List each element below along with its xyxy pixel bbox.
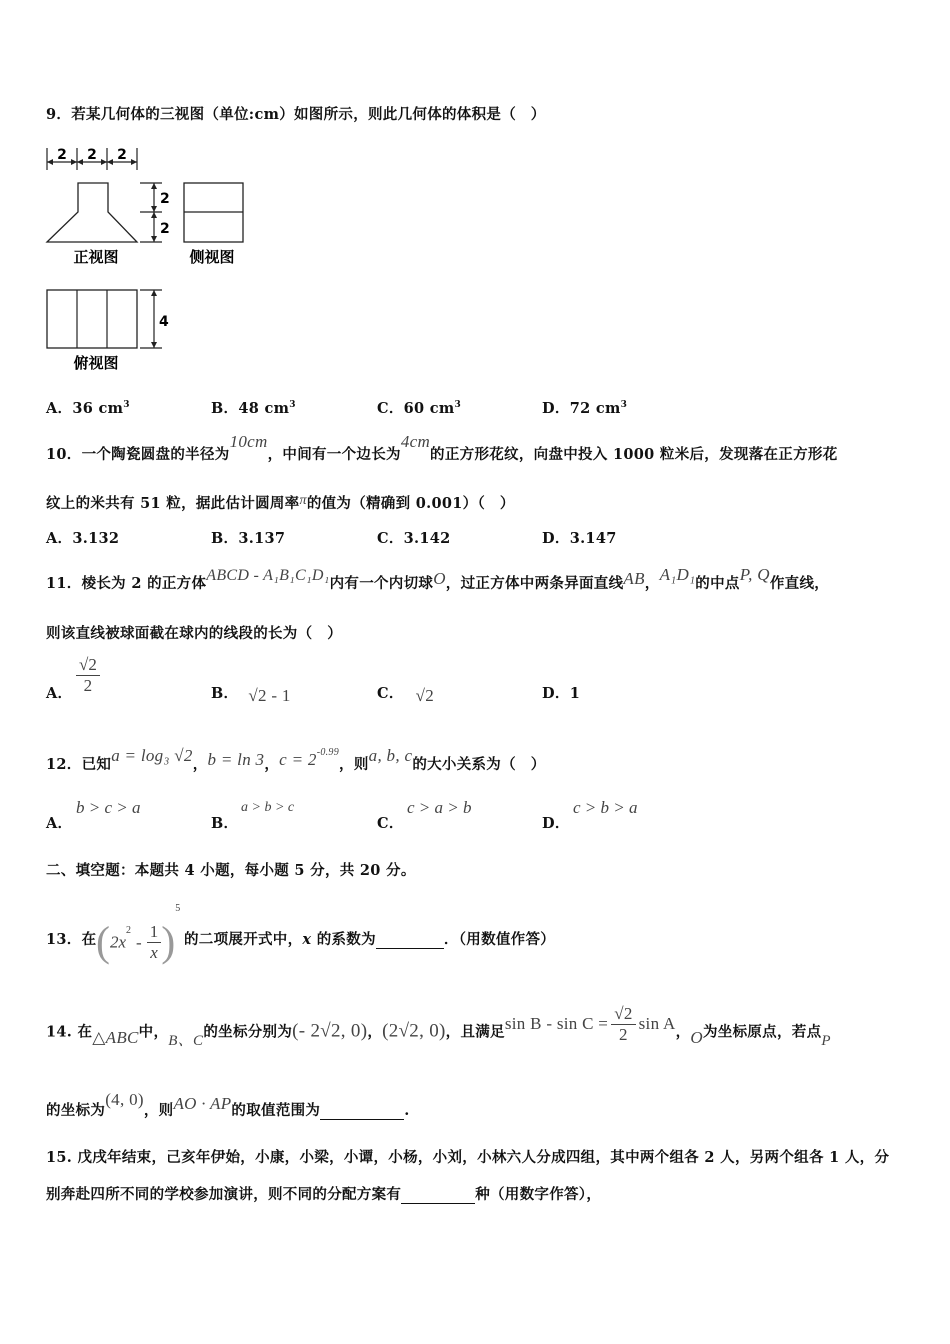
q9-option-a: A．36 $cm^3$ <box>46 400 130 417</box>
q10-option-d: D．3.147 <box>542 530 617 547</box>
dim-top-3: 2 <box>117 147 127 163</box>
q10-option-a: A．3.132 <box>46 530 120 547</box>
q13-expression: ($2x^2-$ $\frac{1}{x}$ )$^5$ <box>96 903 181 966</box>
q11-line2: 则该直线被球面截在球内的线段的长为（ ） <box>46 625 342 642</box>
q15-line1: 15. 戊戌年结束，己亥年伊始，小康，小梁，小谭，小杨，小刘，小林六人分成四组，其中两个组各 2 人，另两个组各 1 人，分 <box>46 1149 890 1166</box>
q10-line2: 纹上的米共有 51 粒，据此估计圆周率π的值为（精确到 0.001）（ ） <box>46 493 515 512</box>
top-view-shape <box>47 290 137 348</box>
q9-option-b: B．48 $cm^3$ <box>211 400 296 417</box>
front-view-label: 正视图 <box>73 248 119 266</box>
q14-line1: 14. 在△ABC中，B、C的坐标分别为(- 2√2, 0)，(2√2, 0)，且满足sin B - sin C = $\frac{√2}{2}$ sin A，O为坐标原点，若点P <box>46 1004 831 1049</box>
q11-line1: 11．棱长为 2 的正方体ABCD - A₁B₁C₁D₁内有一个内切球O，过正方体中两条异面直线AB，A₁D₁的中点P, Q作直线， <box>46 565 830 592</box>
q12-option-a-value: b > c > a <box>76 798 141 817</box>
q12-option-d: D． <box>542 815 570 832</box>
q10-option-c: C．3.142 <box>377 530 451 547</box>
q9-stem: 9．若某几何体的三视图（单位:cm）如图所示，则此几何体的体积是（ ） <box>46 106 546 123</box>
q11-option-d: D．1 <box>542 685 581 702</box>
dim-right-1: 2 <box>160 191 170 207</box>
q12-option-b: B． <box>211 815 239 832</box>
dim-top-1: 2 <box>57 147 67 163</box>
top-view-label: 俯视图 <box>73 354 119 372</box>
dim-top-2: 2 <box>87 147 97 163</box>
dim-bottom: 4 <box>159 314 169 330</box>
q9-option-c: C．60 $cm^3$ <box>377 400 462 417</box>
q14-line2: 的坐标为(4, 0)，则AO · AP的取值范围为 . <box>46 1090 410 1119</box>
side-view-label: 侧视图 <box>189 248 235 266</box>
q12-option-a: A． <box>46 815 73 832</box>
q11-option-a-fraction: $\frac{√2}{2}$ <box>76 655 100 696</box>
q15-line2: 别奔赴四所不同的学校参加演讲，则不同的分配方案有 种（用数字作答）， <box>46 1186 602 1203</box>
q9-option-d: D．72 $cm^3$ <box>542 400 628 417</box>
q13-rest: 的二项展开式中，x 的系数为 ．（用数值作答） <box>184 931 556 948</box>
q12-option-d-value: c > b > a <box>573 798 638 817</box>
q11-option-a-letter: A． <box>46 685 73 702</box>
q12-stem: 12．已知a = log₃ √2，b = ln 3，$c = 2^{-0.99}$，则a, b, c的大小关系为（ ） <box>46 746 546 773</box>
q11-option-c: C． √2 <box>377 685 435 705</box>
q12-option-b-value: a > b > c <box>241 800 295 815</box>
q13-label: 13．在 <box>46 931 97 948</box>
section-2-heading: 二、填空题：本题共 4 小题，每小题 5 分，共 20 分。 <box>46 862 416 879</box>
q10-option-b: B．3.137 <box>211 530 286 547</box>
q12-option-c-value: c > a > b <box>407 798 472 817</box>
front-view-shape <box>47 183 137 242</box>
q11-option-b: B． √2 - 1 <box>211 685 291 705</box>
q10-line1: 10．一个陶瓷圆盘的半径为10cm，中间有一个边长为4cm的正方形花纹，向盘中投入 1000 粒米后，发现落在正方形花 <box>46 432 838 463</box>
three-view-figure <box>40 140 270 380</box>
dim-right-2: 2 <box>160 221 170 237</box>
q12-option-c: C． <box>377 815 404 832</box>
